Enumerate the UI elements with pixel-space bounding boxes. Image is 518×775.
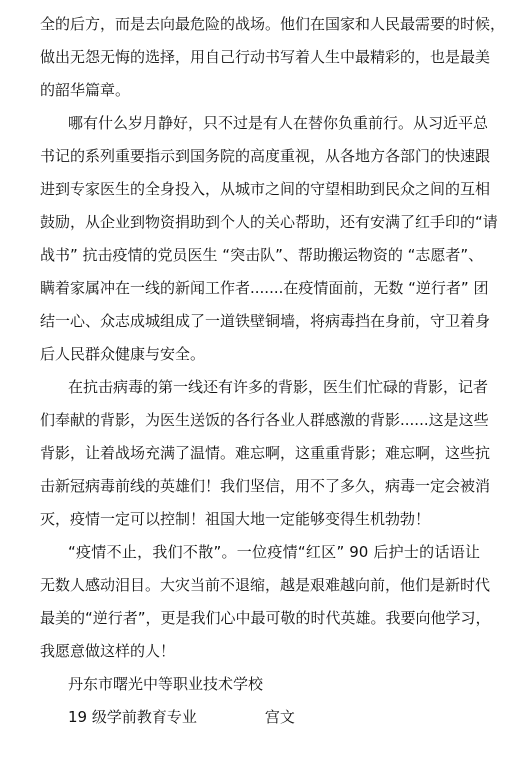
paragraph-2-line-7: 结一心、众志成城组成了一道铁壁铜墙，将病毒挡在身前，守卫着身 <box>40 312 491 330</box>
paragraph-4-line-4: 我愿意做这样的人！ <box>40 642 176 660</box>
paragraph-1-line-2: 做出无怨无悔的选择，用自己行动书写着人生中最精彩的，也是最美 <box>40 48 491 66</box>
paragraph-3-line-1: 在抗击病毒的第一线还有许多的背影，医生们忙碌的背影，记者 <box>68 378 489 396</box>
author-name: 宫文 <box>264 708 295 726</box>
paragraph-3-line-3: 背影，让着战场充满了温情。难忘啊，这重重背影；难忘啊，这些抗 <box>40 444 491 462</box>
paragraph-4-line-1: “疫情不止，我们不散”。一位疫情“红区” 90 后护士的话语让 <box>68 543 480 561</box>
paragraph-2-line-4: 鼓励，从企业到物资捐助到个人的关心帮助，还有安满了红手印的“请 <box>40 213 498 231</box>
paragraph-4-line-2: 无数人感动泪目。大灾当前不退缩，越是艰难越向前，他们是新时代 <box>40 576 491 594</box>
school-name: 丹东市曙光中等职业技术学校 <box>68 675 264 693</box>
paragraph-3-line-2: 们奉献的背影，为医生送饭的各行各业人群感激的背影......这是这些 <box>40 411 489 429</box>
class-major: 19 级学前教育专业 <box>68 708 197 726</box>
paragraph-2-line-1: 哪有什么岁月静好，只不过是有人在替你负重前行。从习近平总 <box>68 114 489 132</box>
paragraph-1-line-3: 的韶华篇章。 <box>40 81 131 99</box>
paragraph-3-line-4: 击新冠病毒前线的英雄们！我们坚信，用不了多久，病毒一定会被消 <box>40 477 491 495</box>
paragraph-2-line-5: 战书” 抗击疫情的党员医生 “突击队”、帮助搬运物资的 “志愿者”、 <box>40 246 484 264</box>
paragraph-2-line-3: 进到专家医生的全身投入，从城市之间的守望相助到民众之间的互相 <box>40 180 491 198</box>
paragraph-2-line-6: 瞒着家属冲在一线的新闻工作者.......在疫情面前，无数 “逆行者” 团 <box>40 279 489 297</box>
paragraph-1-line-1: 全的后方，而是去向最危险的战场。他们在国家和人民最需要的时候， <box>40 15 506 33</box>
paragraph-2-line-2: 书记的系列重要指示到国务院的高度重视，从各地方各部门的快速跟 <box>40 147 491 165</box>
paragraph-2-line-8: 后人民群众健康与安全。 <box>40 345 206 363</box>
signature-line <box>68 702 295 732</box>
paragraph-4-line-3: 最美的“逆行者”，更是我们心中最可敬的时代英雄。我要向他学习， <box>40 609 491 627</box>
paragraph-3-line-5: 灭，疫情一定可以控制！祖国大地一定能够变得生机勃勃！ <box>40 510 431 528</box>
